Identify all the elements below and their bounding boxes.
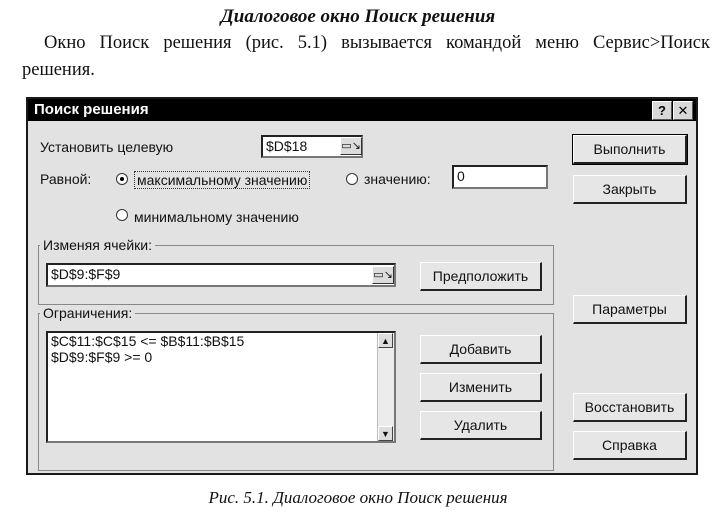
constraints-list[interactable] <box>46 331 396 443</box>
close-icon[interactable]: ✕ <box>673 101 693 120</box>
solve-button[interactable]: Выполнить <box>573 135 687 164</box>
scroll-down-icon[interactable]: ▼ <box>378 426 393 441</box>
equal-to-label: Равной: <box>40 171 92 187</box>
options-button[interactable]: Параметры <box>573 295 687 324</box>
figure-caption: Рис. 5.1. Диалоговое окно Поиск решения <box>208 488 508 507</box>
dialog-title: Поиск решения <box>34 101 149 118</box>
reset-button[interactable]: Восстановить <box>573 393 687 422</box>
target-cell-value: $D$18 <box>266 138 308 154</box>
range-select-icon[interactable]: ▭↘ <box>372 266 394 284</box>
scroll-up-icon[interactable]: ▲ <box>378 333 393 348</box>
changing-cells-value: $D$9:$F$9 <box>51 266 121 282</box>
radio-max[interactable] <box>116 173 128 185</box>
list-item[interactable]: $D$9:$F$9 >= 0 <box>51 349 153 365</box>
list-item[interactable]: $C$11:$C$15 <= $B$11:$B$15 <box>51 333 245 349</box>
solver-dialog <box>26 97 698 475</box>
constraints-title: Ограничения: <box>40 305 135 321</box>
value-field[interactable] <box>452 165 548 189</box>
changing-cells-field[interactable] <box>46 263 396 287</box>
radio-max-label[interactable]: максимальному значению <box>134 171 310 189</box>
radio-min-label[interactable]: минимальному значению <box>134 209 299 225</box>
dialog-titlebar <box>28 99 696 121</box>
changing-cells-title: Изменяя ячейки: <box>40 237 155 253</box>
guess-button[interactable]: Предположить <box>420 262 542 291</box>
help-icon[interactable]: ? <box>652 101 672 120</box>
range-select-icon[interactable]: ▭↘ <box>340 137 362 155</box>
intro-paragraph: Окно Поиск решения (рис. 5.1) вызывается командой меню Сервис>Поиск решения. <box>22 33 710 80</box>
section-heading: Диалоговое окно Поиск решения <box>220 6 496 27</box>
help-button[interactable]: Справка <box>573 431 687 460</box>
value-field-text: 0 <box>457 168 465 184</box>
change-button[interactable]: Изменить <box>420 373 542 402</box>
radio-value-label[interactable]: значению: <box>364 171 431 187</box>
delete-button[interactable]: Удалить <box>420 411 542 440</box>
radio-min[interactable] <box>116 209 128 221</box>
target-cell-label: Установить целевую <box>40 139 174 155</box>
close-button[interactable]: Закрыть <box>573 175 687 204</box>
radio-value[interactable] <box>346 173 358 185</box>
add-button[interactable]: Добавить <box>420 335 542 364</box>
constraints-scrollbar[interactable] <box>377 333 394 441</box>
